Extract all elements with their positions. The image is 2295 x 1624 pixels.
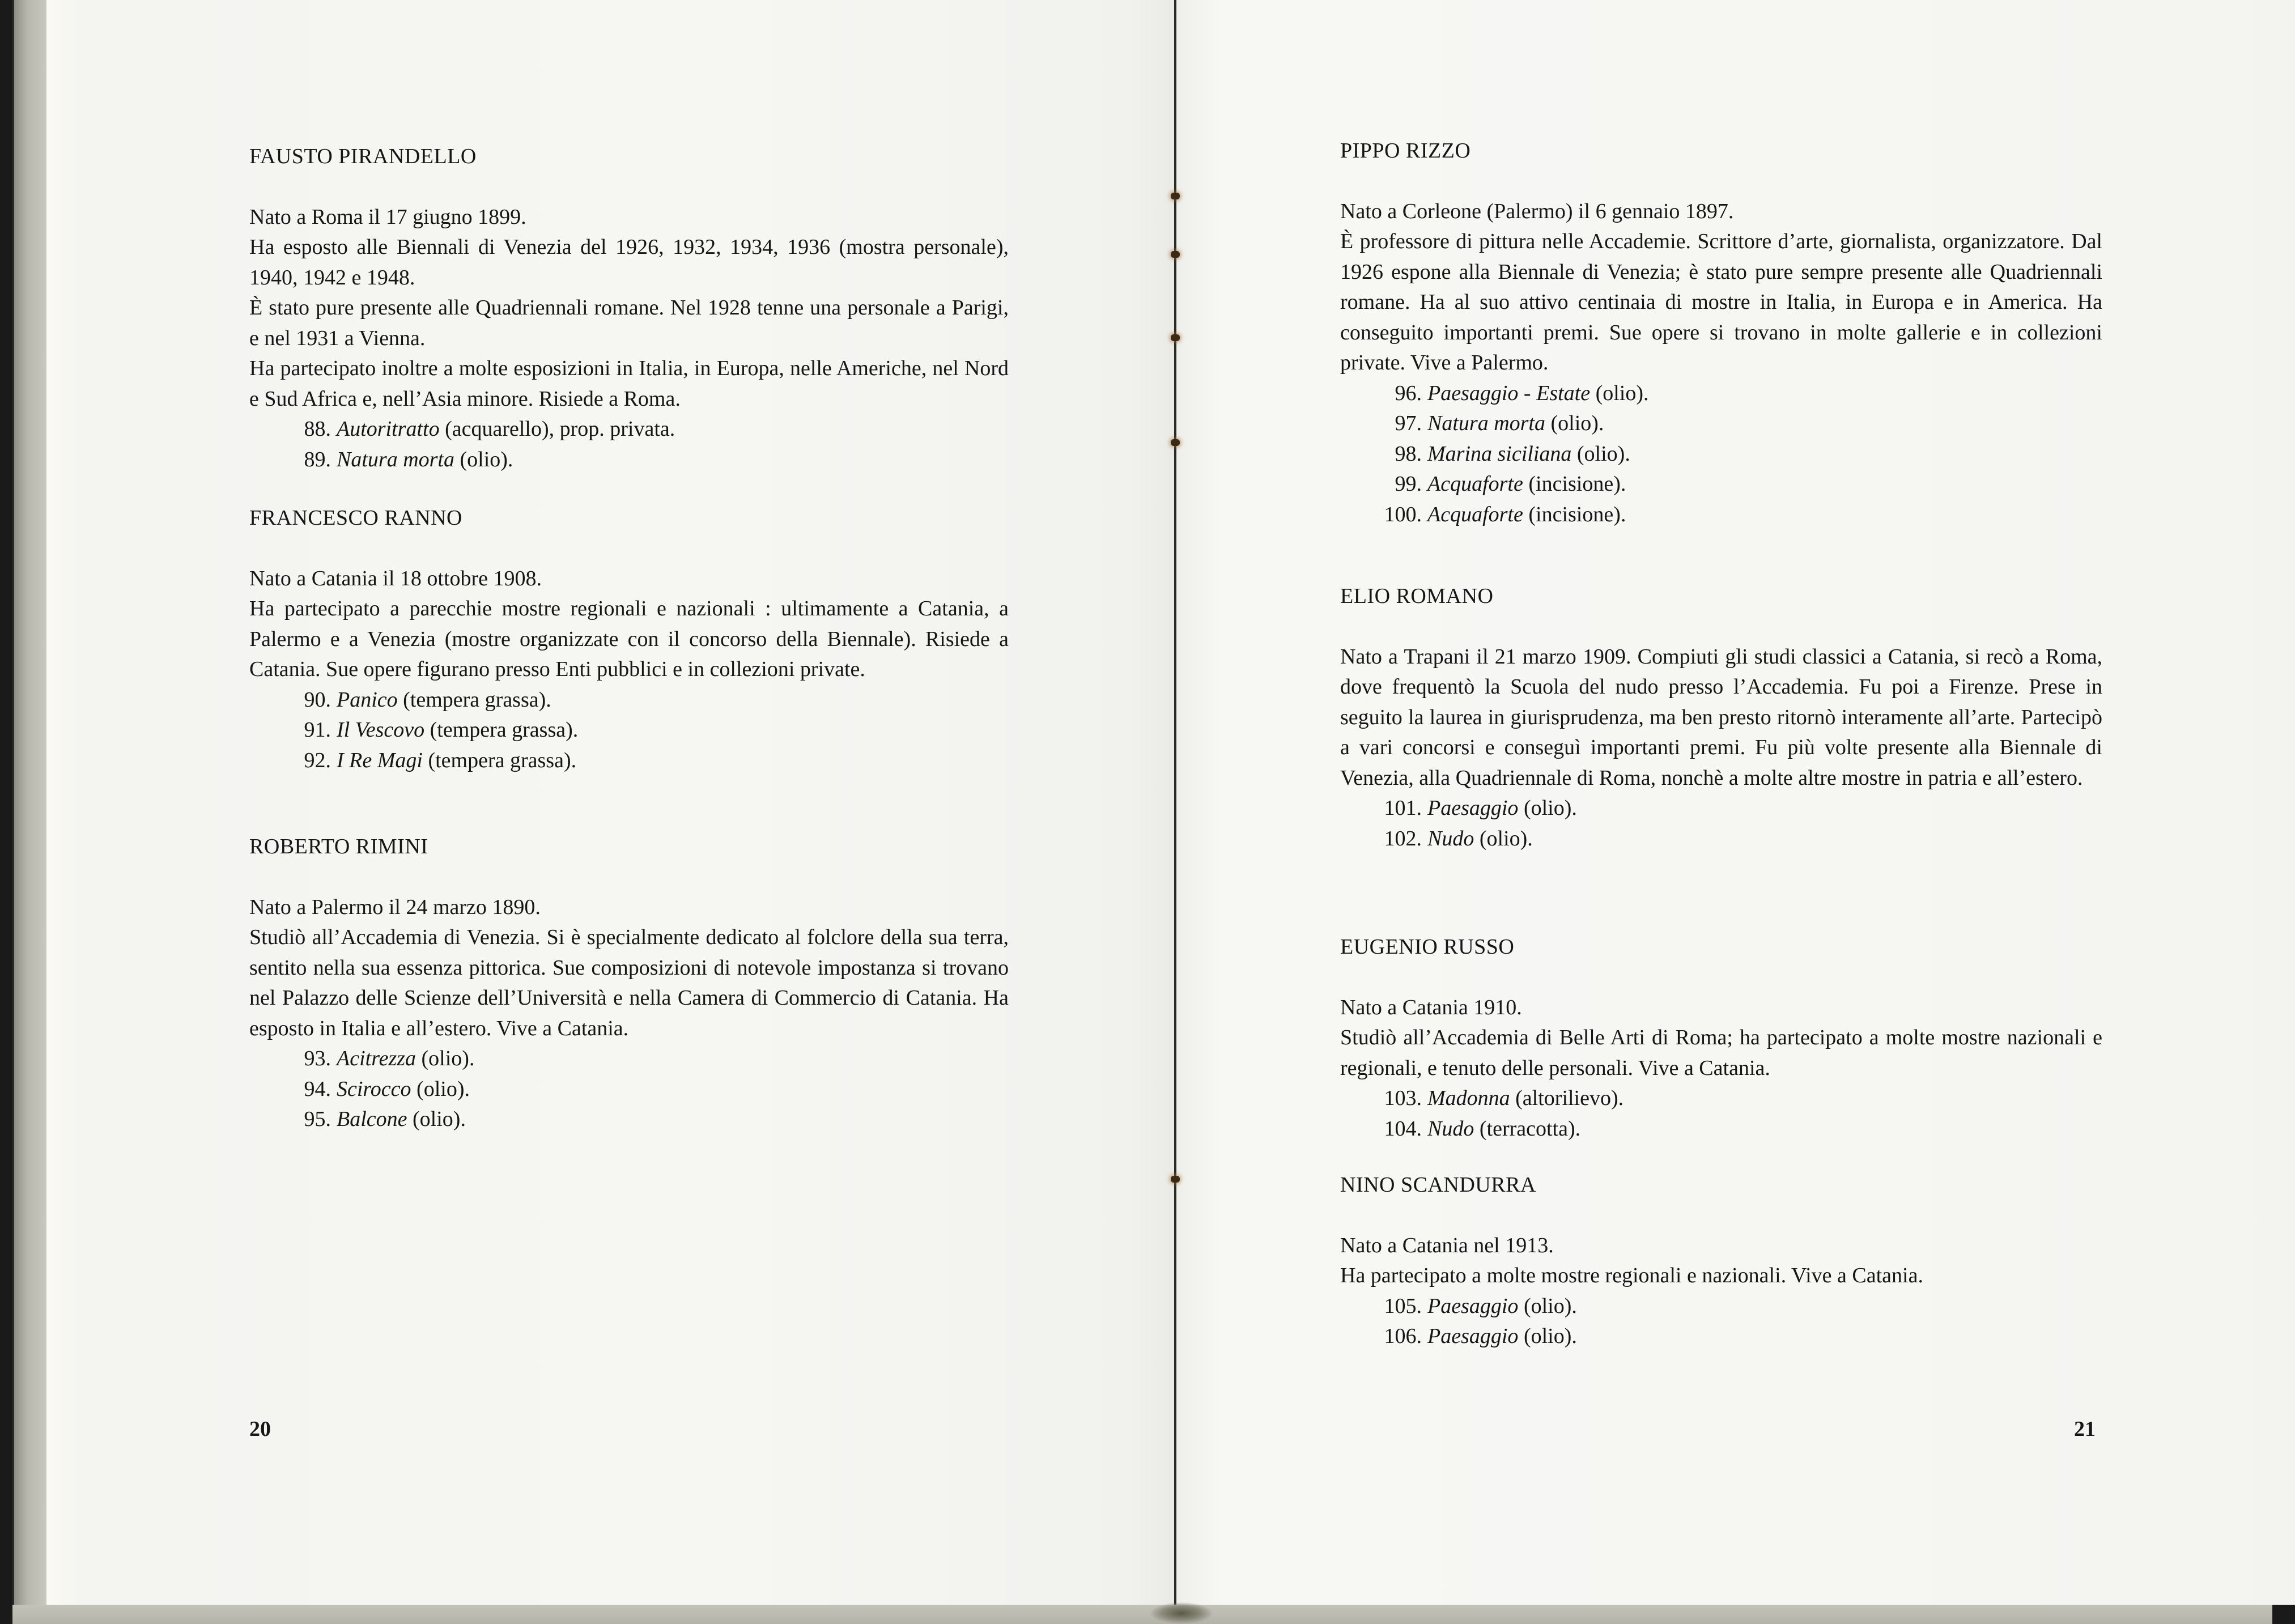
work-medium: (olio). [1550,411,1604,435]
work-number: 94. [304,1077,331,1101]
work-title: Balcone [337,1107,407,1131]
work-medium: (olio). [1479,826,1533,851]
work-medium: (olio). [1523,1294,1577,1318]
artist-entry [1340,1170,2102,1352]
work-item [249,715,1009,746]
work-medium: (tempera grassa). [403,687,551,712]
work-number: 97. [1395,411,1422,435]
work-medium: (incisione). [1528,472,1626,496]
work-item [249,746,1009,776]
work-title: Acquaforte [1427,472,1523,496]
staple-icon [1171,334,1180,341]
work-title: Paesaggio [1427,796,1519,820]
work-item [1340,1114,2102,1145]
work-item [249,1044,1009,1074]
work-medium: (tempera grassa). [430,718,579,742]
bio-paragraph: Nato a Corleone (Palermo) il 6 gennaio 1897. [1340,199,1734,223]
work-medium: (olio). [416,1077,470,1101]
work-title: Nudo [1427,1116,1474,1141]
work-item [249,685,1009,716]
page-number: 21 [2074,1417,2096,1441]
work-item [249,445,1009,475]
work-title: Autoritratto [337,417,440,441]
work-item [1340,409,2102,439]
works-list [249,414,1009,475]
work-title: Natura morta [337,447,454,471]
work-item [1340,469,2102,500]
work-number: 105. [1384,1294,1422,1318]
spine-wear [1150,1602,1213,1624]
bio-paragraph: Ha esposto alle Biennali di Venezia del 1926, 1932, 1934, 1936 (mostra personale), 1940, 1942 e 1948. [249,235,1009,290]
artist-name: EUGENIO RUSSO [1340,935,1515,959]
artist-name: ROBERTO RIMINI [249,835,428,858]
work-title: Panico [337,687,398,712]
work-item [249,1074,1009,1105]
work-number: 88. [304,417,331,441]
bio-paragraph: Nato a Palermo il 24 marzo 1890. [249,895,541,919]
work-title: Marina siciliana [1427,441,1572,466]
bio-paragraph: È professore di pittura nelle Accademie. Scrittore d’arte, giornalista, organizzatore. Dal 1926 espone alla Biennale di Venezia; è stato pure sempre presente alle Quadriennali romane. Ha al suo attivo centinaia di mostre in Italia, in Europa e in America. Ha conseguito importanti premi. Sue opere si trovano in molte gallerie e in collezioni private. Vive a Palermo. [1340,229,2102,375]
work-title: Acitrezza [337,1047,416,1070]
bio-paragraph: Ha partecipato inoltre a molte esposizioni in Italia, in Europa, nelle Americhe, nel Nord e Sud Africa e, nell’Asia minore. Risiede a Roma. [249,356,1009,411]
work-number: 102. [1384,826,1422,851]
bio-paragraph: Ha partecipato a parecchie mostre regionali e nazionali : ultimamente a Catania, a Palermo e a Venezia (mostre organizzate con il concorso della Biennale). Risiede a Catania. Sue opere figurano presso Enti pubblici e in collezioni private. [249,597,1009,681]
works-list [249,685,1009,776]
work-title: Paesaggio - Estate [1427,381,1591,405]
artist-bio [1340,642,2102,794]
bio-paragraph: Nato a Catania il 18 ottobre 1908. [249,566,542,590]
work-title: I Re Magi [337,748,423,772]
artist-entry [249,142,1009,475]
work-number: 92. [304,748,331,772]
work-medium: (incisione). [1528,502,1626,526]
work-medium: (olio). [1576,441,1630,466]
work-number: 91. [304,718,331,742]
artist-bio [1340,1231,2102,1291]
artist-entry [1340,932,2102,1144]
artist-name: FRANCESCO RANNO [249,506,462,530]
book-spine [1174,0,1176,1605]
artist-entry [1340,136,2102,530]
work-title: Natura morta [1427,411,1545,435]
work-number: 98. [1395,441,1422,466]
work-number: 96. [1395,381,1422,405]
artist-bio [249,892,1009,1044]
works-list [249,1044,1009,1135]
artist-bio [1340,197,2102,379]
work-item [249,1104,1009,1135]
bio-paragraph: Nato a Catania 1910. [1340,995,1522,1019]
bio-paragraph: Nato a Trapani il 21 marzo 1909. Compiuti gli studi classici a Catania, si recò a Roma, dove frequentò la Scuola del nudo presso l’Accademia. Fu poi a Firenze. Prese in seguito la laurea in giurisprudenza, ma ben presto ritornò interamente all’arte. Partecipò a vari concorsi e conseguì importanti premi. Fu più volte presente alla Biennale di Venezia, alla Quadriennale di Roma, nonchè a molte altre mostre in patria e all’estero. [1340,644,2102,790]
work-title: Paesaggio [1427,1294,1519,1318]
works-list [1340,1291,2102,1352]
page-number: 20 [249,1417,271,1441]
work-medium: (terracotta). [1479,1116,1581,1141]
work-number: 90. [304,687,331,712]
work-item [1340,1291,2102,1322]
staple-icon [1171,251,1180,258]
work-title: Nudo [1427,826,1474,851]
scan-background [2272,1605,2295,1624]
work-title: Paesaggio [1427,1324,1519,1348]
artist-name: ELIO ROMANO [1340,584,1494,608]
work-number: 95. [304,1107,331,1131]
work-medium: (tempera grassa). [428,748,577,772]
staple-icon [1171,439,1180,446]
work-number: 93. [304,1047,331,1070]
bio-paragraph: Studiò all’Accademia di Venezia. Si è specialmente dedicato al folclore della sua terra, sentito nella sua essenza pittorica. Sue composizioni di notevole impostanza si trovano nel Palazzo delle Scienze dell’Università e nella Camera di Commercio di Catania. Ha esposto in Italia e all’estero. Vive a Catania. [249,925,1009,1040]
work-item [1340,500,2102,530]
artist-entry [1340,581,2102,854]
work-title: Il Vescovo [337,718,425,742]
work-number: 101. [1384,796,1422,820]
work-medium: (olio). [1523,1324,1577,1348]
work-number: 106. [1384,1324,1422,1348]
work-medium: (olio). [413,1107,466,1131]
bio-paragraph: Studiò all’Accademia di Belle Arti di Roma; ha partecipato a molte mostre nazionali e regionali, e tenuto delle personali. Vive a Catania. [1340,1026,2102,1080]
work-number: 99. [1395,472,1422,496]
book-cover-edge [12,0,48,1624]
work-number: 104. [1384,1116,1422,1141]
artist-entry [249,503,1009,776]
artist-bio [249,202,1009,415]
bio-paragraph: Nato a Catania nel 1913. [1340,1233,1554,1257]
artist-name: PIPPO RIZZO [1340,139,1471,163]
work-item [249,414,1009,445]
works-list [1340,1083,2102,1144]
work-item [1340,1083,2102,1114]
works-list [1340,793,2102,854]
staple-icon [1171,1176,1180,1183]
work-title: Madonna [1427,1086,1510,1110]
work-medium: (acquarello), prop. privata. [445,417,675,441]
works-list [1340,379,2102,530]
artist-name: FAUSTO PIRANDELLO [249,144,477,168]
work-medium: (altorilievo). [1515,1086,1624,1110]
work-title: Scirocco [337,1077,411,1101]
work-medium: (olio). [421,1047,475,1070]
work-item [1340,1321,2102,1352]
bio-paragraph: Ha partecipato a molte mostre regionali e nazionali. Vive a Catania. [1340,1264,1923,1287]
artist-name: NINO SCANDURRA [1340,1173,1536,1197]
work-title: Acquaforte [1427,502,1523,526]
work-item [1340,824,2102,854]
work-number: 100. [1384,502,1422,526]
work-item [1340,439,2102,470]
work-number: 89. [304,447,331,471]
work-number: 103. [1384,1086,1422,1110]
artist-entry [249,832,1009,1135]
bio-paragraph: Nato a Roma il 17 giugno 1899. [249,205,526,229]
work-item [1340,379,2102,409]
bio-paragraph: È stato pure presente alle Quadriennali romane. Nel 1928 tenne una personale a Parigi, e nel 1931 a Vienna. [249,296,1009,350]
work-medium: (olio). [460,447,513,471]
artist-bio [1340,993,2102,1084]
work-medium: (olio). [1523,796,1577,820]
work-medium: (olio). [1595,381,1649,405]
staple-icon [1171,193,1180,199]
artist-bio [249,564,1009,685]
work-item [1340,793,2102,824]
